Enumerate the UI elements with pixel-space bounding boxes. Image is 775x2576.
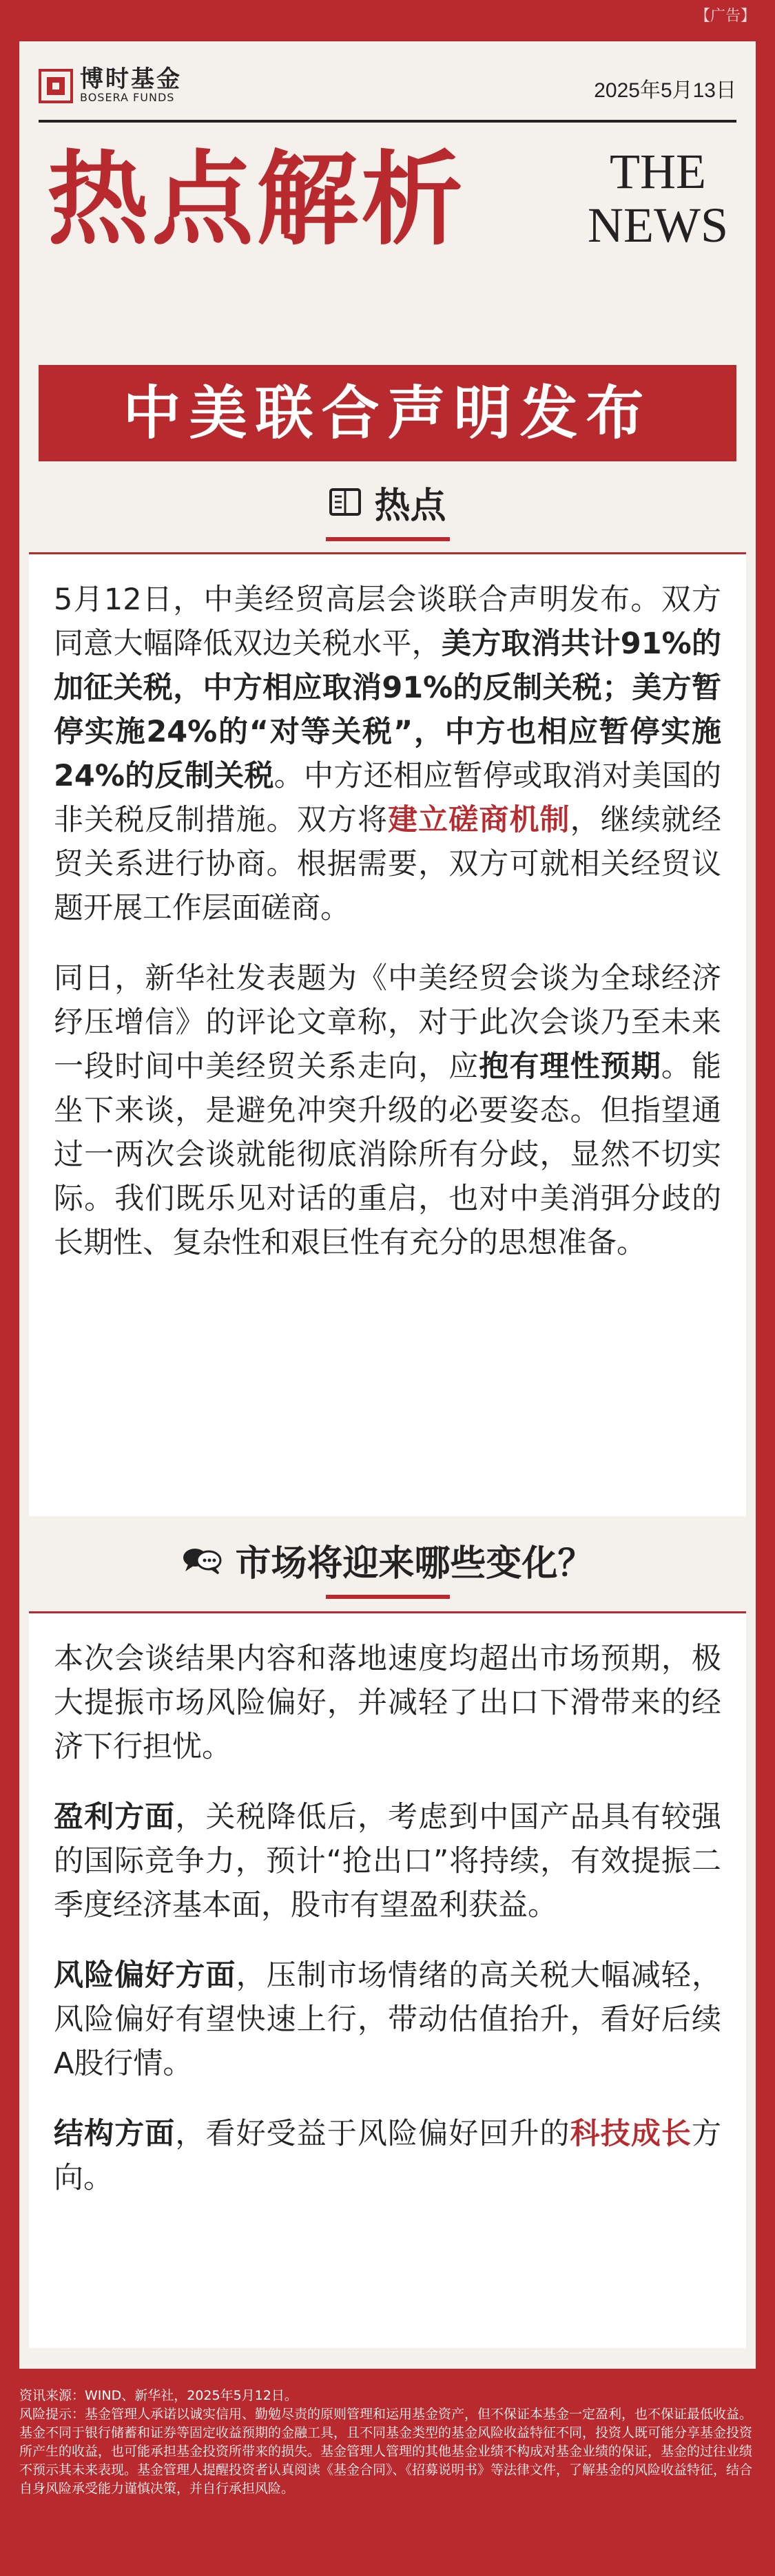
brand-name-cn: 博时基金 (80, 65, 182, 93)
text-span: 。能坐下来谈，是避免冲突升级的必要姿态。但指望通过一两次会谈就能彻底消除所有分歧，显然不切实际。我们既乐见对话的重启，也对中美消弭分歧的长期性、复杂性和艰巨性有充分的思想准备。 (54, 1049, 722, 1260)
section-market-title (19, 1534, 756, 1586)
bold-text: 盈利方面 (54, 1800, 176, 1834)
brand-logo (39, 67, 182, 104)
text-span: 5月12日，中美经贸高层会谈联合声明发布。双方同意大幅降低双边关税水平， (54, 583, 721, 661)
risk-disclosure: 风险提示：基金管理人承诺以诚实信用、勤勉尽责的原则管理和运用基金资产，但不保证本基金一定盈利，也不保证最低收益。基金不同于银行储蓄和证券等固定收益预期的金融工具，且不同基金类型的基金风险收益特征不同，投资人既可能分享基金投资所产生的收益，也可能承担基金投资所带来的损失。基金管理人管理的其他基金业绩不构成对基金业绩的保证，基金的过往业绩不预示其未来表现。基金管理人提醒投资者认真阅读《基金合同》、《招募说明书》等法律文件，了解基金的风险收益特征，结合自身风险承受能力谨慎决策，并自行承担风险。 (19, 2407, 753, 2496)
hotspot-paragraph-1 (54, 578, 721, 930)
poster-paper (19, 41, 756, 2369)
bold-text: 风险偏好方面 (54, 1958, 236, 1993)
bold-text: 结构方面 (54, 2117, 176, 2151)
ad-tag: 【广告】 (694, 8, 756, 25)
market-paragraph-1: 本次会谈结果内容和落地速度均超出市场预期，极大提振市场风险偏好，并减轻了出口下滑带来的经济下行担忧。 (54, 1642, 721, 1764)
bosera-logo-icon (39, 69, 73, 103)
market-paragraph-2 (54, 1795, 721, 1927)
topic-banner: 中美联合声明发布 (39, 365, 736, 461)
bold-text: 美方取消共计91%的加征关税，中方相应取消91%的反制关税；美方暂停实施24%的“对等关税”，中方也相应暂停实施24%的反制关税 (54, 627, 721, 793)
the-news-mark (588, 145, 728, 252)
the-news-line-2: NEWS (588, 198, 728, 253)
section-market-underline (326, 1595, 450, 1599)
section-hotspot-underline (326, 537, 450, 541)
section-hotspot-title (19, 477, 756, 528)
market-paragraph-4 (54, 2112, 721, 2200)
text-span: ，压制市场情绪的高关税大幅减轻，风险偏好有望快速上行，带动估值抬升，看好后续A股行情。 (54, 1958, 722, 2081)
the-news-line-1: THE (610, 144, 706, 199)
book-icon (329, 488, 362, 518)
disclaimer-footer (19, 2387, 756, 2498)
chat-bubbles-icon (181, 1545, 223, 1575)
bold-text: 抱有理性预期 (479, 1049, 661, 1084)
market-card (29, 1611, 746, 2348)
highlight-text: 建立磋商机制 (388, 803, 570, 837)
section-market-label: 市场将迎来哪些变化？ (235, 1543, 594, 1584)
hotspot-paragraph-2 (54, 956, 721, 1265)
publish-date: 2025年5月13日 (594, 79, 736, 102)
text-span: ，继续就经贸关系进行协商。根据需要，双方可就相关经贸议题开展工作层面磋商。 (54, 803, 722, 925)
text-span: 同日，新华社发表题为《中美经贸会谈为全球经济纾压增信》的评论文章称，对于此次会谈乃至未来一段时间中美经贸关系走向，应 (54, 961, 721, 1084)
header-bar (39, 65, 736, 123)
hotspot-card (29, 552, 746, 1516)
highlight-text: 科技成长 (570, 2117, 692, 2151)
market-paragraph-3 (54, 1954, 721, 2086)
text-span: ，看好受益于风险偏好回升的 (175, 2117, 570, 2151)
text-span: ，关税降低后，考虑到中国产品具有较强的国际竞争力，预计“抢出口”将持续，有效提振二季度经济基本面，股市有望盈利获益。 (54, 1800, 722, 1923)
text-span: 。中方还相应暂停或取消对美国的非关税反制措施。双方将 (54, 759, 721, 837)
section-hotspot-label: 热点 (374, 485, 446, 527)
source-note: 资讯来源：WIND、新华社，2025年5月12日。 (19, 2388, 298, 2403)
text-span: 方向。 (54, 2117, 722, 2195)
brand-name-en: BOSERA FUNDS (80, 91, 175, 104)
headline: 热点解析 (47, 140, 466, 259)
